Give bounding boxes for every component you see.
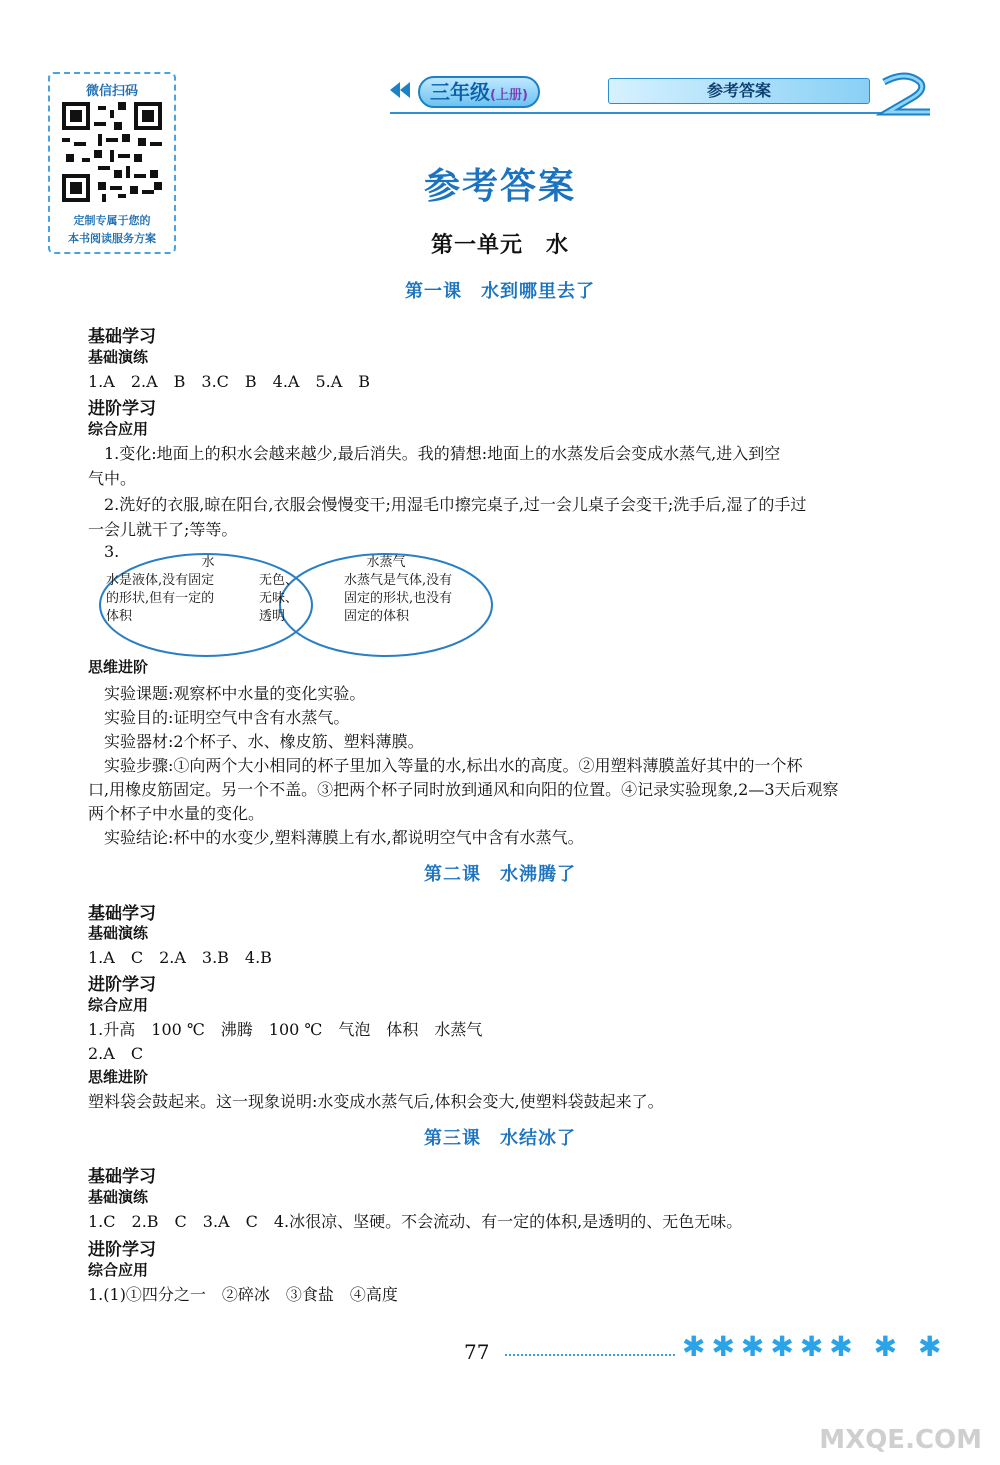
venn-left-1: 水是液体,没有固定 — [106, 573, 215, 588]
volume-label: (上册) — [490, 88, 528, 103]
lesson1-exp5: 实验结论:杯中的水变少,塑料薄膜上有水,都说明空气中含有水蒸气。 — [104, 828, 584, 847]
venn-mid-3: 透明 — [259, 609, 286, 624]
footer-dotted-line — [505, 1340, 675, 1356]
lesson2-think: 思维进阶 — [88, 1068, 149, 1086]
lesson2-practice: 基础演练 — [88, 924, 149, 942]
lesson1-title: 第一课 水到哪里去了 — [405, 281, 595, 302]
lesson1-a1-line1: 1.变化:地面上的积水会越来越少,最后消失。我的猜想:地面上的水蒸发后会变成水蒸气,进入到空 — [104, 444, 781, 463]
venn-right-2: 固定的形状,也没有 — [344, 591, 453, 606]
lesson1-exp3: 实验器材:2个杯子、水、橡皮筋、塑料薄膜。 — [104, 732, 424, 751]
venn-diagram — [96, 552, 496, 662]
lesson3-apply: 综合应用 — [88, 1261, 149, 1279]
venn-right-title: 水蒸气 — [366, 555, 406, 570]
venn-mid-2: 无味、 — [259, 591, 299, 606]
lesson2-advanced: 进阶学习 — [88, 975, 156, 995]
lesson1-exp4-line3: 两个杯子中水量的变化。 — [88, 804, 265, 823]
grade-number-icon — [876, 72, 936, 118]
lesson2-practice-answer: 1.A C 2.A 3.B 4.B — [88, 948, 272, 967]
lesson2-a2: 2.A C — [88, 1044, 144, 1063]
lesson1-a1-line2: 气中。 — [88, 469, 137, 488]
decorative-stars-icon: ✱✱✱✱✱✱ ✱ ✱ — [682, 1330, 948, 1363]
double-arrow-left-icon — [390, 82, 412, 98]
venn-right-3: 固定的体积 — [344, 609, 410, 624]
lesson1-practice: 基础演练 — [88, 348, 149, 366]
lesson3-basic: 基础学习 — [88, 1167, 156, 1187]
lesson3-a1: 1.(1)①四分之一 ②碎冰 ③食盐 ④高度 — [88, 1285, 398, 1304]
lesson1-exp4-line1: 实验步骤:①向两个大小相同的杯子里加入等量的水,标出水的高度。②用塑料薄膜盖好其中的一个杯 — [104, 756, 803, 775]
qr-title: 微信扫码 — [85, 84, 138, 99]
venn-left-2: 的形状,但有一定的 — [106, 591, 215, 606]
lesson3-practice-answer: 1.C 2.B C 3.A C 4.冰很凉、坚硬。不会流动、有一定的体积,是透明的、无色无味。 — [88, 1212, 743, 1231]
lesson3-title: 第三课 水结冰了 — [424, 1128, 576, 1149]
lesson3-practice: 基础演练 — [88, 1188, 149, 1206]
lesson1-exp2: 实验目的:证明空气中含有水蒸气。 — [104, 708, 350, 727]
section-tab: 参考答案 — [608, 78, 870, 104]
lesson1-exp1: 实验课题:观察杯中水量的变化实验。 — [104, 684, 366, 703]
lesson2-think-answer: 塑料袋会鼓起来。这一现象说明:水变成水蒸气后,体积会变大,使塑料袋鼓起来了。 — [88, 1092, 664, 1111]
lesson1-advanced: 进阶学习 — [88, 399, 156, 419]
lesson1-a2-line1: 2.洗好的衣服,晾在阳台,衣服会慢慢变干;用湿毛巾擦完桌子,过一会儿桌子会变干;洗手后,湿了的手过 — [104, 495, 807, 514]
unit-title: 第一单元 水 — [430, 232, 569, 258]
header-banner — [390, 72, 950, 132]
page-number: 77 — [464, 1340, 490, 1364]
page-title: 参考答案 — [423, 166, 576, 207]
venn-right-1: 水蒸气是气体,没有 — [344, 573, 453, 588]
grade-badge — [418, 76, 540, 108]
venn-mid-1: 无色、 — [259, 573, 299, 588]
venn-left-3: 体积 — [106, 609, 133, 624]
qr-caption-2: 本书阅读服务方案 — [68, 232, 156, 245]
lesson1-apply: 综合应用 — [88, 420, 149, 438]
qr-caption-1: 定制专属于您的 — [73, 214, 151, 227]
lesson2-basic: 基础学习 — [88, 904, 156, 924]
watermark: MXQE.COM — [819, 1425, 982, 1455]
lesson1-a3-label: 3. — [104, 542, 120, 561]
grade-label: 三年级 — [430, 80, 490, 104]
header-rule — [390, 112, 910, 114]
lesson1-exp4-line2: 口,用橡皮筋固定。另一个不盖。③把两个杯子同时放到通风和向阳的位置。④记录实验现象,2—3天后观察 — [88, 780, 839, 799]
lesson3-advanced: 进阶学习 — [88, 1240, 156, 1260]
lesson1-a2-line2: 一会儿就干了;等等。 — [88, 520, 238, 539]
lesson1-think: 思维进阶 — [88, 658, 149, 676]
lesson1-practice-answer: 1.A 2.A B 3.C B 4.A 5.A B — [88, 372, 371, 391]
lesson2-title: 第二课 水沸腾了 — [424, 864, 576, 885]
lesson2-a1: 1.升高 100 ℃ 沸腾 100 ℃ 气泡 体积 水蒸气 — [88, 1020, 483, 1039]
venn-left-title: 水 — [201, 555, 215, 570]
lesson2-apply: 综合应用 — [88, 996, 149, 1014]
lesson1-basic: 基础学习 — [88, 327, 156, 347]
